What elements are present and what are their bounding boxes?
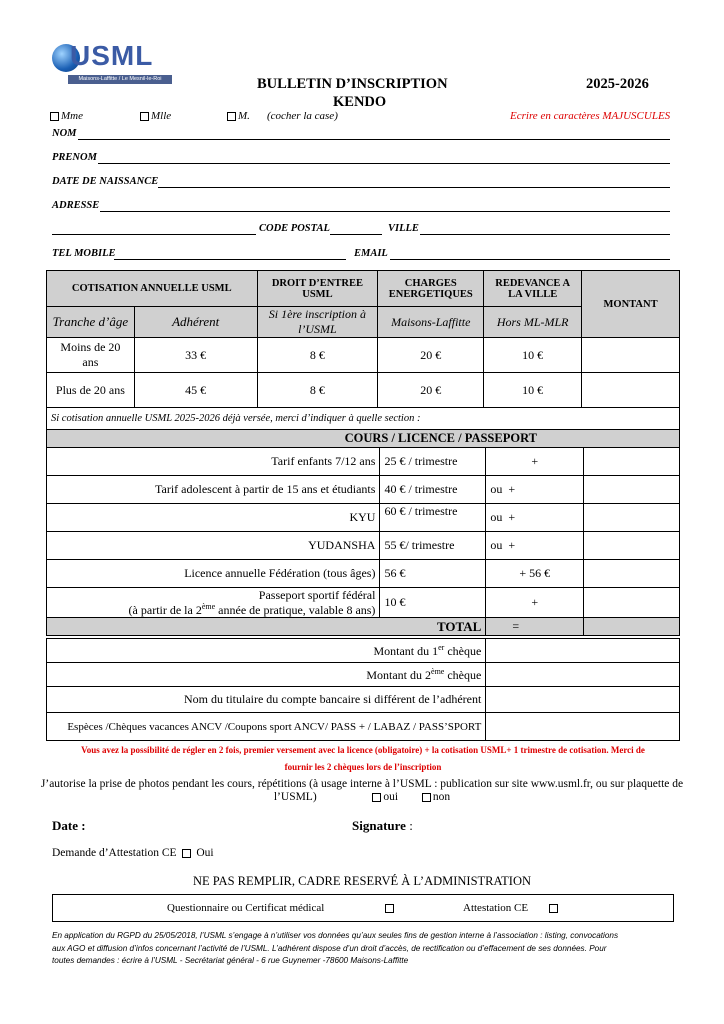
- prenom-field[interactable]: [98, 163, 670, 164]
- photo-consent: J’autorise la prise de photos pendant les cours, répétitions (à usage interne à l’USML : publication sur site www.usml.fr, ou sur plaquette de l’USML) oui non: [40, 778, 684, 803]
- date-naissance-field[interactable]: [158, 187, 670, 188]
- total-field[interactable]: =: [486, 618, 584, 636]
- season: 2025-2026: [586, 76, 649, 92]
- table-row: Licence annuelle Fédération (tous âges) 56 € + 56 €: [47, 560, 680, 588]
- checkbox-icon[interactable]: [385, 904, 394, 913]
- caps-note: Ecrire en caractères MAJUSCULES: [510, 110, 671, 122]
- table-row: YUDANSHA 55 €/ trimestre ou +: [47, 532, 680, 560]
- especes-label: Espèces /Chèques vacances ANCV /Coupons sport ANCV/ PASS + / LABAZ / PASS’SPORT: [47, 713, 486, 741]
- ville-field[interactable]: [420, 234, 670, 235]
- civility-m[interactable]: M.: [227, 110, 250, 122]
- amount-cell[interactable]: +: [486, 448, 584, 476]
- titulaire-label: Nom du titulaire du compte bancaire si différent de l’adhérent: [47, 687, 486, 713]
- table-row: KYU 60 € / trimestre ou +: [47, 504, 680, 532]
- admin-questionnaire: Questionnaire ou Certificat médical: [167, 902, 325, 914]
- logo-subtitle: Maisons-Laffitte / Le Mesnil-le-Roi: [68, 75, 172, 84]
- date-label: Date :: [52, 818, 86, 833]
- amount-cell[interactable]: +: [486, 588, 584, 618]
- attestation-checkbox[interactable]: [179, 847, 193, 859]
- checkbox-icon: [50, 112, 59, 121]
- admin-title: NE PAS REMPLIR, CADRE RESERVÉ À L’ADMINISTRATION: [192, 874, 532, 888]
- cheque1-field[interactable]: [486, 639, 680, 663]
- cheque2-field[interactable]: [486, 663, 680, 687]
- civility-mlle[interactable]: Mlle: [140, 110, 171, 122]
- amount-cell[interactable]: + 56 €: [486, 560, 584, 588]
- amount-cell[interactable]: ou +: [486, 476, 584, 504]
- especes-field[interactable]: [486, 713, 680, 741]
- payment-table: Montant du 1er chèque Montant du 2ème chèque Nom du titulaire du compte bancaire si différent de l’adhérent Espèces /Chèques vacances ANCV /Coupons sport ANCV/ PASS + / LABAZ / PASS’SPORT: [46, 638, 680, 741]
- label-nom: NOM: [52, 128, 77, 139]
- checkbox-icon: [372, 793, 381, 802]
- montant-cell[interactable]: [582, 373, 680, 408]
- email-field[interactable]: [390, 259, 670, 260]
- fees-table: [46, 270, 680, 430]
- logo-name: USML: [70, 40, 154, 71]
- checkbox-icon: [140, 112, 149, 121]
- amount-cell[interactable]: ou +: [486, 504, 584, 532]
- label-date-naissance: DATE DE NAISSANCE: [52, 176, 159, 187]
- checkbox-icon: [182, 849, 191, 858]
- amount-cell[interactable]: ou +: [486, 532, 584, 560]
- usml-logo: [52, 42, 172, 86]
- subheader-premiere: Si 1ère inscription à l’USML: [257, 307, 378, 338]
- checkbox-icon: [227, 112, 236, 121]
- admin-attestation: Attestation CE: [463, 902, 529, 914]
- titulaire-field[interactable]: [486, 687, 680, 713]
- photo-oui[interactable]: oui: [372, 791, 398, 803]
- label-tel: TEL MOBILE: [52, 248, 116, 259]
- label-email: EMAIL: [354, 248, 388, 259]
- rgpd-note: En application du RGPD du 25/05/2018, l’USML s’engage à n’utiliser vos données qu’aux seules fins de gestion interne à l’association : listing, convocations aux AGO et diffusion d’infos concernant l’activité de l’USML. L’adhérent dispose d’un droit d’accès, de rectification ou d’effacement de ses données. Pour toutes demandes : écrire à l’USML - Secrétariat général - 6 rue Guynemer -78600 Maisons-Laffitte: [52, 931, 619, 965]
- header-droit: DROIT D’ENTREE USML: [257, 271, 378, 307]
- table-row: Tarif enfants 7/12 ans 25 € / trimestre +: [47, 448, 680, 476]
- payment-note: Vous avez la possibilité de régler en 2 fois, premier versement avec la licence (obligatoire) + la cotisation USML+ 1 trimestre de cotisation. Merci de fournir les 2 chèques lors de l’inscription: [81, 745, 645, 772]
- subheader-hors: Hors ML-MLR: [484, 307, 582, 338]
- label-adresse: ADRESSE: [52, 200, 100, 211]
- table-row: Plus de 20 ans 45 € 8 € 20 € 10 €: [47, 373, 680, 408]
- montant-cell[interactable]: [582, 338, 680, 373]
- code-postal-field[interactable]: [330, 234, 382, 235]
- photo-non[interactable]: non: [422, 791, 450, 803]
- form-subtitle: KENDO: [333, 94, 387, 110]
- cours-table: [46, 429, 680, 636]
- label-code-postal: CODE POSTAL: [259, 223, 330, 234]
- subheader-tranche: Tranche d’âge: [47, 307, 135, 338]
- checkbox-icon: [422, 793, 431, 802]
- tel-field[interactable]: [114, 259, 346, 260]
- header-redevance: REDEVANCE A LA VILLE: [484, 271, 582, 307]
- nom-field[interactable]: [78, 139, 670, 140]
- civility-hint: (cocher la case): [267, 110, 338, 122]
- header-cotisation: COTISATION ANNUELLE USML: [47, 271, 258, 307]
- cours-title: COURS / LICENCE / PASSEPORT: [47, 430, 680, 448]
- cotisation-note: Si cotisation annuelle USML 2025-2026 déjà versée, merci d’indiquer à quelle section :: [47, 408, 680, 430]
- table-row: Moins de 20 ans 33 € 8 € 20 € 10 €: [47, 338, 680, 373]
- checkbox-icon[interactable]: [549, 904, 558, 913]
- label-prenom: PRENOM: [52, 152, 97, 163]
- adresse-field[interactable]: [100, 211, 670, 212]
- subheader-adherent: Adhérent: [134, 307, 257, 338]
- signature-label: Signature :: [352, 818, 413, 833]
- total-label: TOTAL: [47, 618, 486, 636]
- header-charges: CHARGES ENERGETIQUES: [378, 271, 484, 307]
- table-row: Passeport sportif fédéral (à partir de la 2ème année de pratique, valable 8 ans) 10 € +: [47, 588, 680, 618]
- form-title: BULLETIN D’INSCRIPTION: [257, 76, 448, 92]
- adresse-field-2[interactable]: [52, 234, 256, 235]
- header-montant: MONTANT: [582, 271, 680, 338]
- subheader-maisons: Maisons-Laffitte: [378, 307, 484, 338]
- table-row: Tarif adolescent à partir de 15 ans et étudiants 40 € / trimestre ou +: [47, 476, 680, 504]
- civility-mme[interactable]: Mme: [50, 110, 83, 122]
- admin-box: [52, 894, 674, 922]
- label-ville: VILLE: [388, 223, 419, 234]
- attestation-request: Demande d’Attestation CE Oui: [52, 847, 214, 859]
